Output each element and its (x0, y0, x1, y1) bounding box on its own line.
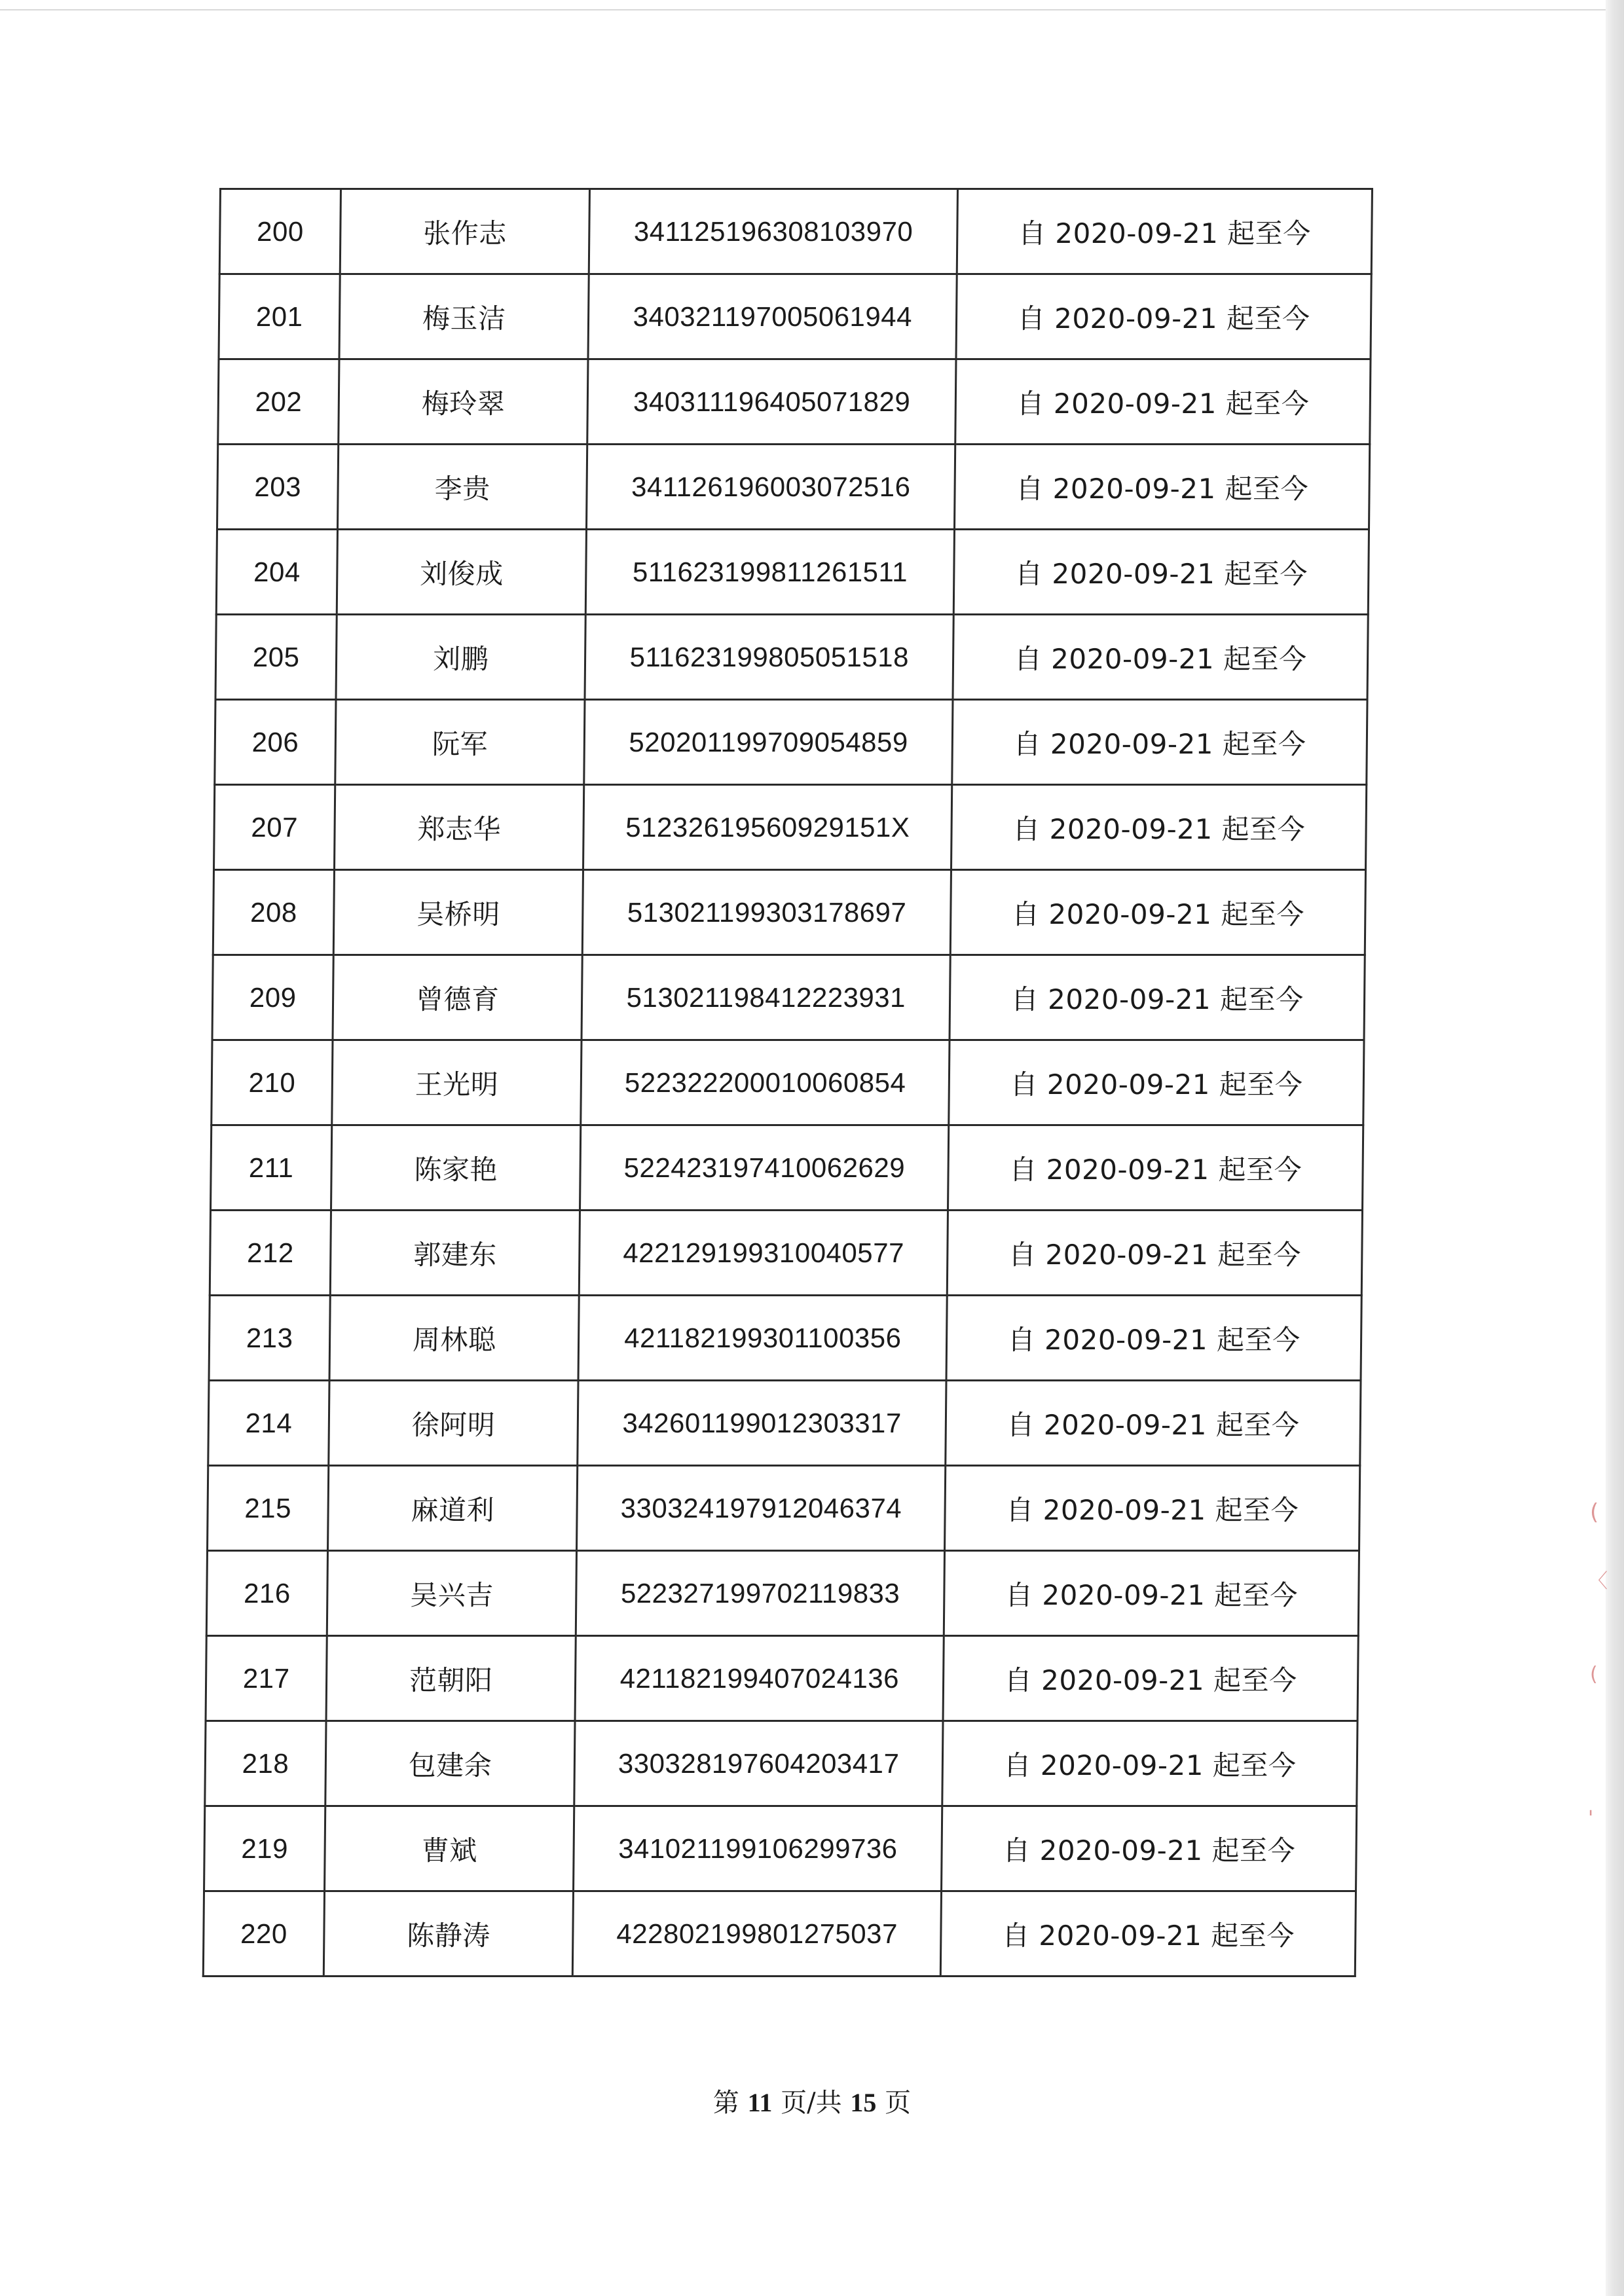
period-cell: 自 2020-09-21 起至今 (945, 1466, 1360, 1551)
id-number-cell: 513021199303178697 (583, 870, 951, 955)
table-row (206, 1551, 1359, 1636)
table-row (203, 1891, 1356, 1977)
id-number-cell: 522327199702119833 (576, 1551, 945, 1636)
period-cell: 自 2020-09-21 起至今 (953, 530, 1369, 615)
table-row (210, 1211, 1362, 1296)
seal-fragment-mark: ' (1588, 1807, 1594, 1830)
period-cell: 自 2020-09-21 起至今 (952, 700, 1367, 785)
id-number-cell: 340321197005061944 (588, 274, 957, 359)
table-row (217, 445, 1369, 530)
id-number-cell: 341125196308103970 (589, 189, 958, 274)
name-cell: 刘鹏 (336, 615, 585, 700)
period-cell: 自 2020-09-21 起至今 (957, 189, 1372, 274)
id-number-cell: 511623199805051518 (585, 615, 953, 700)
table-row (213, 870, 1365, 955)
period-cell: 自 2020-09-21 起至今 (946, 1381, 1361, 1466)
row-number-cell: 205 (215, 615, 337, 700)
name-cell: 郑志华 (335, 785, 584, 870)
row-number-cell: 217 (206, 1636, 327, 1721)
table-row (206, 1636, 1358, 1721)
name-cell: 梅玉洁 (339, 274, 589, 359)
id-number-cell: 51232619560929151X (583, 785, 952, 870)
table-row (211, 1125, 1363, 1211)
table-row (212, 1040, 1364, 1125)
name-cell: 曾德育 (333, 955, 582, 1040)
name-cell: 麻道利 (328, 1466, 578, 1551)
id-number-cell: 520201199709054859 (584, 700, 953, 785)
roster-table-body (203, 189, 1372, 1977)
seal-fragment-mark: ( (1590, 1663, 1598, 1686)
name-cell: 周林聪 (329, 1296, 579, 1381)
name-cell: 吴桥明 (333, 870, 583, 955)
period-cell: 自 2020-09-21 起至今 (956, 274, 1371, 359)
table-row (209, 1296, 1361, 1381)
row-number-cell: 201 (219, 274, 340, 359)
id-number-cell: 513021198412223931 (581, 955, 950, 1040)
name-cell: 吴兴吉 (327, 1551, 576, 1636)
seal-fragment-mark: 〈 (1588, 1570, 1608, 1593)
name-cell: 徐阿明 (329, 1381, 578, 1466)
period-cell: 自 2020-09-21 起至今 (955, 359, 1371, 445)
name-cell: 范朝阳 (326, 1636, 576, 1721)
row-number-cell: 219 (204, 1806, 325, 1891)
period-cell: 自 2020-09-21 起至今 (943, 1636, 1358, 1721)
period-cell: 自 2020-09-21 起至今 (948, 1125, 1363, 1211)
name-cell: 王光明 (332, 1040, 581, 1125)
page-footer (0, 2082, 1624, 2119)
period-cell: 自 2020-09-21 起至今 (946, 1296, 1361, 1381)
footer-middle: 页/共 (781, 2088, 842, 2118)
seal-fragment-mark: ( (1590, 1499, 1599, 1525)
table-row (215, 700, 1367, 785)
period-cell: 自 2020-09-21 起至今 (950, 870, 1365, 955)
period-cell: 自 2020-09-21 起至今 (942, 1721, 1357, 1806)
roster-table (202, 188, 1373, 1977)
table-row (219, 189, 1372, 274)
id-number-cell: 340311196405071829 (587, 359, 956, 445)
name-cell: 郭建东 (330, 1211, 580, 1296)
id-number-cell: 330324197912046374 (577, 1466, 946, 1551)
name-cell: 陈静涛 (323, 1891, 573, 1977)
row-number-cell: 216 (206, 1551, 327, 1636)
id-number-cell: 421182199407024136 (575, 1636, 944, 1721)
id-number-cell: 522423197410062629 (580, 1125, 949, 1211)
row-number-cell: 209 (212, 955, 333, 1040)
row-number-cell: 203 (217, 445, 338, 530)
period-cell: 自 2020-09-21 起至今 (940, 1891, 1356, 1977)
table-row (208, 1466, 1360, 1551)
name-cell: 刘俊成 (337, 530, 586, 615)
total-pages-number: 15 (850, 2088, 877, 2117)
name-cell: 曹斌 (325, 1806, 574, 1891)
row-number-cell: 206 (215, 700, 336, 785)
table-row (204, 1806, 1357, 1891)
row-number-cell: 211 (211, 1125, 332, 1211)
row-number-cell: 208 (213, 870, 334, 955)
row-number-cell: 220 (203, 1891, 324, 1977)
table-row (205, 1721, 1357, 1806)
row-number-cell: 212 (210, 1211, 331, 1296)
period-cell: 自 2020-09-21 起至今 (951, 785, 1367, 870)
id-number-cell: 421182199301100356 (578, 1296, 947, 1381)
footer-suffix: 页 (885, 2088, 912, 2118)
id-number-cell: 422129199310040577 (580, 1211, 948, 1296)
row-number-cell: 202 (218, 359, 339, 445)
period-cell: 自 2020-09-21 起至今 (947, 1211, 1362, 1296)
row-number-cell: 214 (208, 1381, 329, 1466)
row-number-cell: 210 (212, 1040, 333, 1125)
name-cell: 包建余 (325, 1721, 575, 1806)
name-cell: 梅玲翠 (339, 359, 588, 445)
scan-top-edge (0, 9, 1624, 10)
id-number-cell: 330328197604203417 (574, 1721, 943, 1806)
period-cell: 自 2020-09-21 起至今 (944, 1551, 1359, 1636)
name-cell: 陈家艳 (331, 1125, 581, 1211)
row-number-cell: 213 (209, 1296, 330, 1381)
scan-right-edge (1606, 0, 1624, 2296)
table-row (218, 359, 1371, 445)
period-cell: 自 2020-09-21 起至今 (950, 955, 1365, 1040)
id-number-cell: 511623199811261511 (586, 530, 955, 615)
name-cell: 阮军 (335, 700, 585, 785)
id-number-cell: 422802199801275037 (573, 1891, 942, 1977)
period-cell: 自 2020-09-21 起至今 (953, 615, 1368, 700)
footer-prefix: 第 (712, 2088, 739, 2118)
name-cell: 张作志 (340, 189, 589, 274)
period-cell: 自 2020-09-21 起至今 (955, 445, 1370, 530)
name-cell: 李贵 (338, 445, 587, 530)
id-number-cell: 342601199012303317 (578, 1381, 946, 1466)
id-number-cell: 522322200010060854 (581, 1040, 950, 1125)
table-row (212, 955, 1365, 1040)
row-number-cell: 207 (214, 785, 335, 870)
period-cell: 自 2020-09-21 起至今 (942, 1806, 1357, 1891)
table-row (208, 1381, 1361, 1466)
row-number-cell: 218 (205, 1721, 326, 1806)
row-number-cell: 204 (216, 530, 337, 615)
current-page-number: 11 (747, 2088, 773, 2117)
period-cell: 自 2020-09-21 起至今 (949, 1040, 1364, 1125)
table-row (214, 785, 1367, 870)
row-number-cell: 215 (208, 1466, 329, 1551)
table-row (215, 615, 1368, 700)
id-number-cell: 341126196003072516 (587, 445, 955, 530)
row-number-cell: 200 (219, 189, 341, 274)
id-number-cell: 341021199106299736 (574, 1806, 942, 1891)
table-row (216, 530, 1369, 615)
table-row (219, 274, 1371, 359)
